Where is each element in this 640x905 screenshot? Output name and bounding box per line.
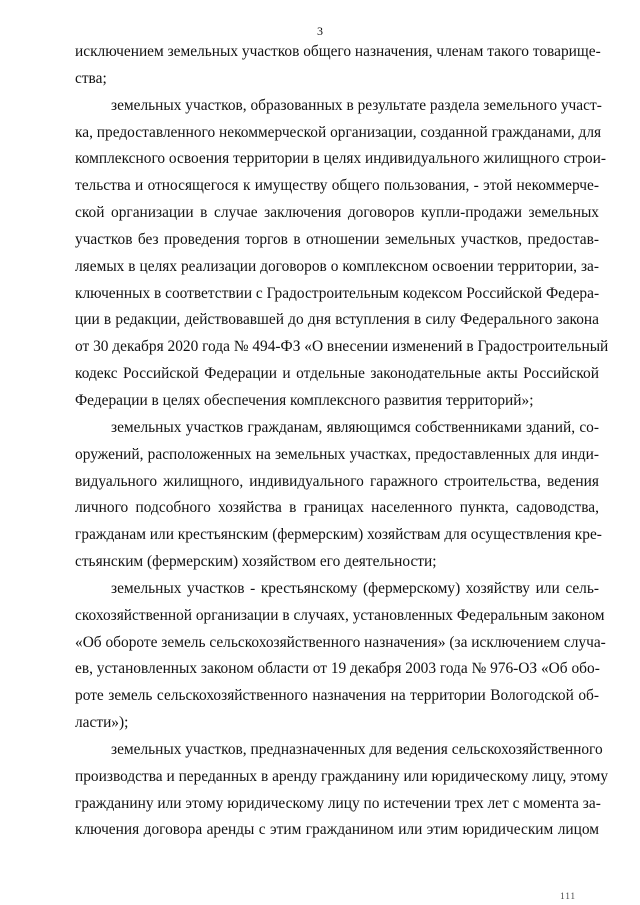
paragraph (75, 576, 606, 737)
text-line: роте земель сельскохозяйственного назначения на территории Вологодской об- (75, 687, 599, 705)
text-line: от 30 декабря 2020 года № 494-ФЗ «О внесении изменений в Градостроительный (75, 338, 609, 356)
text-line: участков без проведения торгов в отношении земельных участков, предостав- (75, 230, 599, 248)
text-line: личного подсобного хозяйства в границах населенного пункта, садоводства, (75, 499, 599, 517)
text-line: ции в редакции, действовавшей до дня вступления в силу Федерального закона (75, 311, 599, 329)
paragraph (75, 737, 609, 844)
text-line: исключением земельных участков общего назначения, членам такого товарище- (75, 43, 601, 60)
text-line: кодекс Российской Федерации и отдельные законодательные акты Российской (75, 365, 599, 383)
text-line: скохозяйственной организации в случаях, установленных Федеральным законом (75, 606, 605, 624)
text-line: ев, установленных законом области от 19 декабря 2003 года № 976-ОЗ «Об обо- (75, 660, 600, 678)
paragraph (75, 93, 609, 415)
text-line: тельства и относящегося к имуществу общего пользования, - этой некоммерче- (75, 177, 599, 195)
text-line: стьянским (фермерским) хозяйством его деятельности; (75, 553, 437, 571)
paragraph (75, 39, 599, 93)
text-line: земельных участков - крестьянскому (фермерскому) хозяйству или сель- (111, 579, 599, 597)
text-line: производства и переданных в аренду гражданину или юридическому лицу, этому (75, 767, 609, 785)
text-line: «Об обороте земель сельскохозяйственного назначения» (за исключением случа- (75, 633, 606, 651)
text-line: ляемых в целях реализации договоров о комплексном освоении территории, за- (75, 257, 599, 275)
text-line: ключения договора аренды с этим гражданином или этим юридическим лицом (75, 821, 599, 839)
text-line: земельных участков, предназначенных для ведения сельскохозяйственного (111, 740, 603, 758)
text-line: ка, предоставленного некоммерческой организации, созданной гражданами, для (75, 123, 602, 141)
text-line: ства; (75, 69, 107, 87)
footer-mark: 111 (560, 891, 576, 901)
text-line: гражданину или этому юридическому лицу по истечении трех лет с момента за- (75, 794, 601, 812)
paragraph (75, 415, 602, 576)
text-line: земельных участков гражданам, являющимся собственниками зданий, со- (111, 418, 599, 436)
text-line: земельных участков, образованных в результате раздела земельного участ- (111, 96, 602, 114)
text-line: гражданам или крестьянским (фермерским) хозяйствам для осуществления кре- (75, 526, 602, 544)
text-line: ключенных в соответствии с Градостроительным кодексом Российской Федера- (75, 284, 600, 302)
text-line: ласти»); (75, 714, 129, 732)
text-line: комплексного освоения территории в целях индивидуального жилищного строи- (75, 150, 606, 168)
text-line: ской организации в случае заключения договоров купли-продажи земельных (75, 204, 599, 222)
document-body (75, 39, 609, 844)
text-line: оружений, расположенных на земельных участках, предоставленных для инди- (75, 445, 599, 463)
text-line: видуального жилищного, индивидуального гаражного строительства, ведения (75, 472, 599, 490)
page-number: 3 (317, 24, 323, 38)
text-line: Федерации в целях обеспечения комплексного развития территорий»; (75, 391, 534, 409)
